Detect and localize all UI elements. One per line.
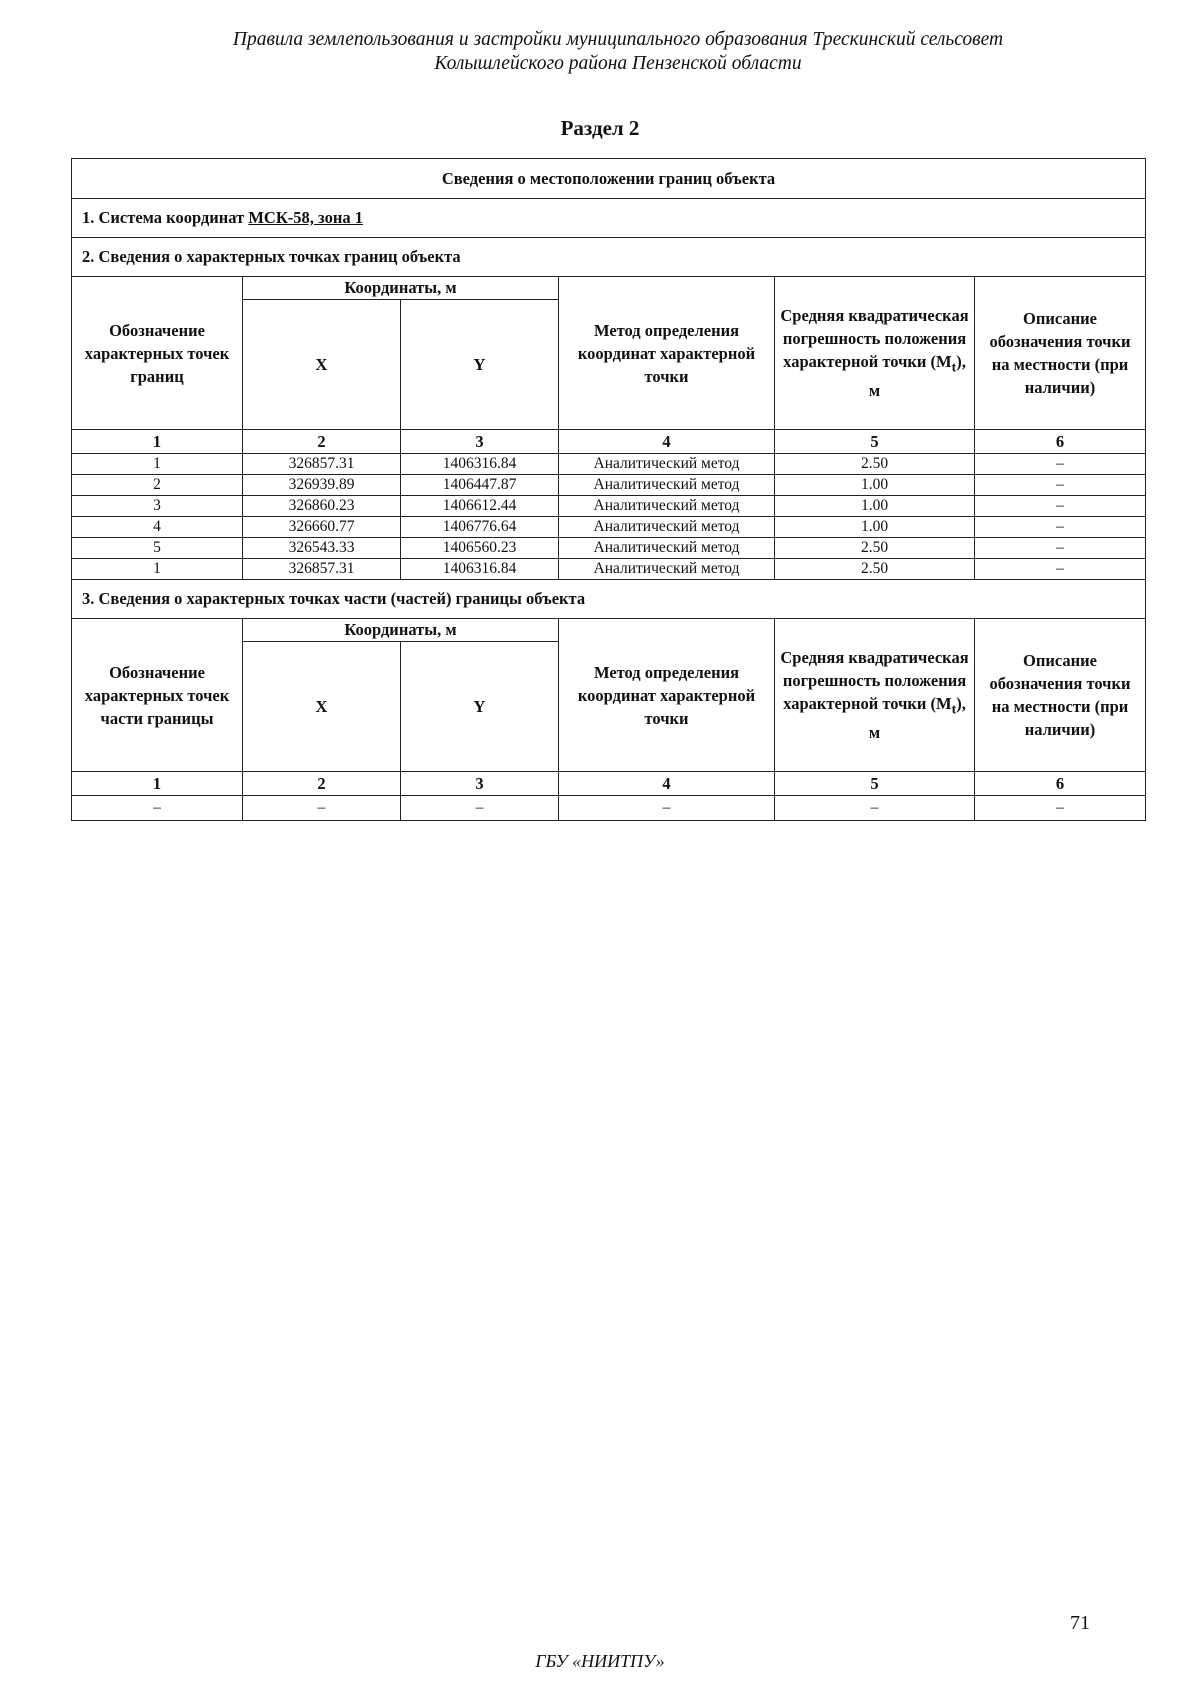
point-description: – — [975, 538, 1146, 559]
table-row — [72, 559, 1146, 580]
col-x-header: X — [243, 300, 401, 430]
point-id: 1 — [72, 454, 243, 475]
column-number: 1 — [72, 772, 243, 796]
point-error: 1.00 — [775, 517, 975, 538]
col-error-suffix-2: ), м — [868, 694, 966, 742]
table-row — [72, 454, 1146, 475]
point-x: 326939.89 — [243, 475, 401, 496]
coord-system-value: МСК-58, зона 1 — [248, 208, 363, 227]
point-method: Аналитический метод — [559, 559, 775, 580]
point-error: 2.50 — [775, 454, 975, 475]
point-method: Аналитический метод — [559, 496, 775, 517]
col-method-header: Метод определения координат характерной точки — [559, 277, 775, 430]
point-method: Аналитический метод — [559, 475, 775, 496]
footer-organization: ГБУ «НИИТПУ» — [535, 1651, 665, 1671]
point-y: 1406316.84 — [401, 559, 559, 580]
point-y: 1406560.23 — [401, 538, 559, 559]
col-error-subscript-2: t — [951, 701, 957, 717]
table-title: Сведения о местоположении границ объекта — [72, 159, 1146, 199]
part-x: – — [243, 796, 401, 821]
point-method: Аналитический метод — [559, 517, 775, 538]
point-id: 5 — [72, 538, 243, 559]
point-description: – — [975, 475, 1146, 496]
points-heading: 2. Сведения о характерных точках границ объекта — [72, 238, 1146, 277]
point-description: – — [975, 496, 1146, 517]
col-y-header: Y — [401, 300, 559, 430]
col-designation-header: Обозначение характерных точек границ — [72, 277, 243, 430]
point-description: – — [975, 454, 1146, 475]
header-line-2: Колышлейского района Пензенской области — [434, 53, 802, 74]
column-number: 1 — [72, 430, 243, 454]
part-description: – — [975, 796, 1146, 821]
part-id: – — [72, 796, 243, 821]
table-row — [72, 796, 1146, 821]
column-number: 2 — [243, 430, 401, 454]
column-number: 4 — [559, 430, 775, 454]
col-error-text-2: Средняя квадратическая погрешность положения характерной точки (М — [780, 648, 969, 714]
point-y: 1406316.84 — [401, 454, 559, 475]
column-number: 6 — [975, 430, 1146, 454]
col-error-suffix: ), м — [868, 352, 966, 400]
section-title: Раздел 2 — [560, 116, 640, 140]
coord-system-row — [72, 199, 1146, 238]
col-description-header-2: Описание обозначения точки на местности (при наличии) — [975, 619, 1146, 772]
table-row — [72, 538, 1146, 559]
column-number: 5 — [775, 772, 975, 796]
point-x: 326857.31 — [243, 454, 401, 475]
point-error: 1.00 — [775, 475, 975, 496]
point-x: 326860.23 — [243, 496, 401, 517]
column-numbers-row-2 — [72, 772, 1146, 796]
point-y: 1406612.44 — [401, 496, 559, 517]
point-error: 2.50 — [775, 559, 975, 580]
col-description-header: Описание обозначения точки на местности (при наличии) — [975, 277, 1146, 430]
point-description: – — [975, 559, 1146, 580]
point-description: – — [975, 517, 1146, 538]
point-x: 326660.77 — [243, 517, 401, 538]
col-error-subscript: t — [951, 359, 957, 375]
point-id: 3 — [72, 496, 243, 517]
header-line-1: Правила землепользования и застройки муниципального образования Трескинский сельсовет — [232, 29, 1004, 50]
part-error: – — [775, 796, 975, 821]
col-error-header-2 — [775, 619, 975, 772]
point-x: 326543.33 — [243, 538, 401, 559]
part-method: – — [559, 796, 775, 821]
col-error-text: Средняя квадратическая погрешность положения характерной точки (М — [780, 306, 969, 372]
part-y: – — [401, 796, 559, 821]
col-y-header-2: Y — [401, 642, 559, 772]
column-number: 2 — [243, 772, 401, 796]
column-number: 6 — [975, 772, 1146, 796]
col-method-header-2: Метод определения координат характерной точки — [559, 619, 775, 772]
point-method: Аналитический метод — [559, 454, 775, 475]
column-number: 3 — [401, 772, 559, 796]
col-error-header — [775, 277, 975, 430]
coord-system-label: 1. Система координат — [82, 208, 249, 227]
column-numbers-row — [72, 430, 1146, 454]
boundary-table — [71, 158, 1146, 821]
table-row — [72, 475, 1146, 496]
point-y: 1406776.64 — [401, 517, 559, 538]
table-row — [72, 496, 1146, 517]
point-id: 4 — [72, 517, 243, 538]
point-method: Аналитический метод — [559, 538, 775, 559]
parts-heading: 3. Сведения о характерных точках части (частей) границы объекта — [72, 580, 1146, 619]
point-error: 1.00 — [775, 496, 975, 517]
point-id: 2 — [72, 475, 243, 496]
col-coordinates-header-2: Координаты, м — [243, 619, 559, 642]
point-x: 326857.31 — [243, 559, 401, 580]
page-number: 71 — [1070, 1612, 1090, 1634]
point-error: 2.50 — [775, 538, 975, 559]
column-number: 3 — [401, 430, 559, 454]
point-y: 1406447.87 — [401, 475, 559, 496]
page-header — [0, 28, 1200, 76]
column-number: 4 — [559, 772, 775, 796]
col-coordinates-header: Координаты, м — [243, 277, 559, 300]
point-id: 1 — [72, 559, 243, 580]
table-row — [72, 517, 1146, 538]
column-number: 5 — [775, 430, 975, 454]
col-x-header-2: X — [243, 642, 401, 772]
col-designation-parts-header: Обозначение характерных точек части границы — [72, 619, 243, 772]
